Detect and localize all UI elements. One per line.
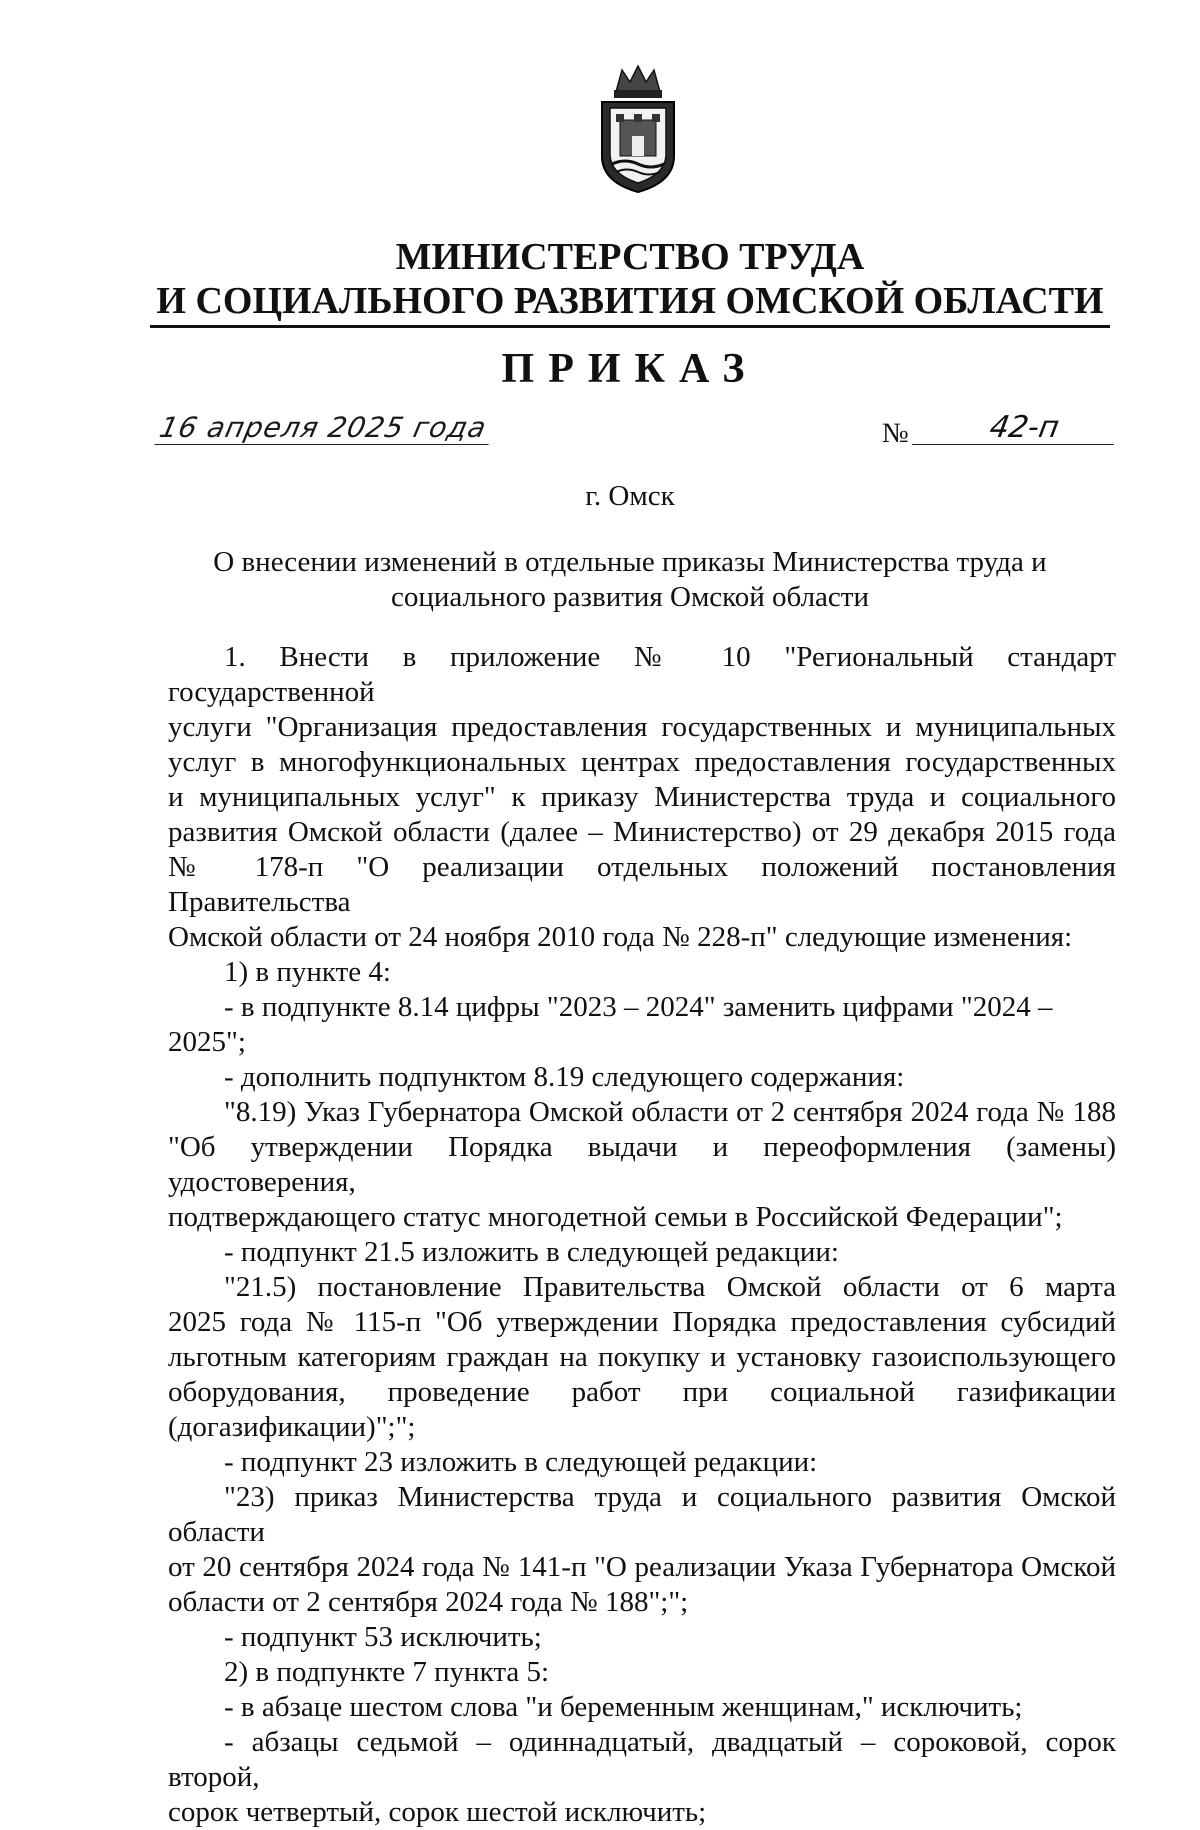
body-line: 2) в подпункте 7 пункта 5: [224, 1656, 550, 1688]
ministry-name-line1: МИНИСТЕРСТВО ТРУДА [395, 236, 865, 278]
body-line: - подпункт 53 исключить; [224, 1621, 542, 1653]
omsk-region-coat-of-arms-icon [592, 64, 684, 196]
body-line: сорок четвертый, сорок шестой исключить; [168, 1796, 707, 1828]
subject-line: О внесении изменений в отдельные приказы Министерства труда и [213, 546, 1047, 578]
subject-line: социального развития Омской области [391, 581, 869, 613]
document-body [168, 640, 1116, 1830]
body-line: области от 2 сентября 2024 года № 188";"; [168, 1586, 689, 1618]
body-line: услуг в многофункциональных центрах предоставления государственных [168, 746, 1116, 778]
body-line: "Об утверждении Порядка выдачи и переоформления (замены) удостоверения, [168, 1131, 1116, 1198]
body-line: "23) приказ Министерства труда и социального развития Омской области [168, 1481, 1116, 1548]
body-line: развития Омской области (далее – Министерство) от 29 декабря 2015 года [168, 816, 1116, 848]
document-subject [150, 545, 1110, 615]
handwritten-number: 42-п [986, 410, 1062, 445]
number-label: № [882, 418, 909, 449]
document-type-title: ПРИКАЗ [501, 346, 759, 392]
body-line: от 20 сентября 2024 года № 141-п "О реализации Указа Губернатора Омской [168, 1551, 1116, 1583]
body-line: льготным категориям граждан на покупку и установку газоиспользующего [168, 1341, 1116, 1373]
body-line: "8.19) Указ Губернатора Омской области от 2 сентября 2024 года № 188 [224, 1096, 1116, 1128]
body-line: - в подпункте 8.14 цифры "2023 – 2024" заменить цифрами "2024 – 2025"; [168, 991, 1053, 1058]
body-line: 2025 года № 115-п "Об утверждении Порядка предоставления субсидий [168, 1306, 1116, 1338]
body-line: услуги "Организация предоставления государственных и муниципальных [168, 711, 1116, 743]
city: г. Омск [585, 480, 675, 512]
body-line: - подпункт 23 изложить в следующей редакции: [224, 1446, 818, 1478]
body-line: - подпункт 21.5 изложить в следующей редакции: [224, 1236, 839, 1268]
body-line: № 178-п "О реализации отдельных положений постановления Правительства [168, 851, 1116, 918]
ministry-name-line2 [150, 279, 1110, 328]
body-line: 1. Внести в приложение № 10 "Региональный стандарт государственной [168, 641, 1116, 708]
body-line: 1) в пункте 4: [224, 956, 391, 988]
body-line: (догазификации)";"; [168, 1411, 416, 1443]
body-line: - в абзаце шестом слова "и беременным женщинам," исключить; [224, 1691, 1023, 1723]
body-line: Омской области от 24 ноября 2010 года № 228-п" следующие изменения: [168, 921, 1073, 953]
body-line: подтверждающего статус многодетной семьи в Российской Федерации"; [168, 1201, 1063, 1233]
body-line: - абзацы седьмой – одиннадцатый, двадцатый – сороковой, сорок второй, [168, 1726, 1116, 1793]
body-line: - дополнить подпунктом 8.19 следующего содержания: [224, 1061, 905, 1093]
body-line: и муниципальных услуг" к приказу Министерства труда и социального [168, 781, 1116, 813]
ministry-name-line2-text: И СОЦИАЛЬНОГО РАЗВИТИЯ ОМСКОЙ ОБЛАСТИ [150, 279, 1109, 328]
body-line: "21.5) постановление Правительства Омской области от 6 марта [224, 1271, 1116, 1303]
handwritten-date: 16 апреля 2025 года [154, 411, 495, 445]
body-line: оборудования, проведение работ при социальной газификации [168, 1376, 1116, 1408]
